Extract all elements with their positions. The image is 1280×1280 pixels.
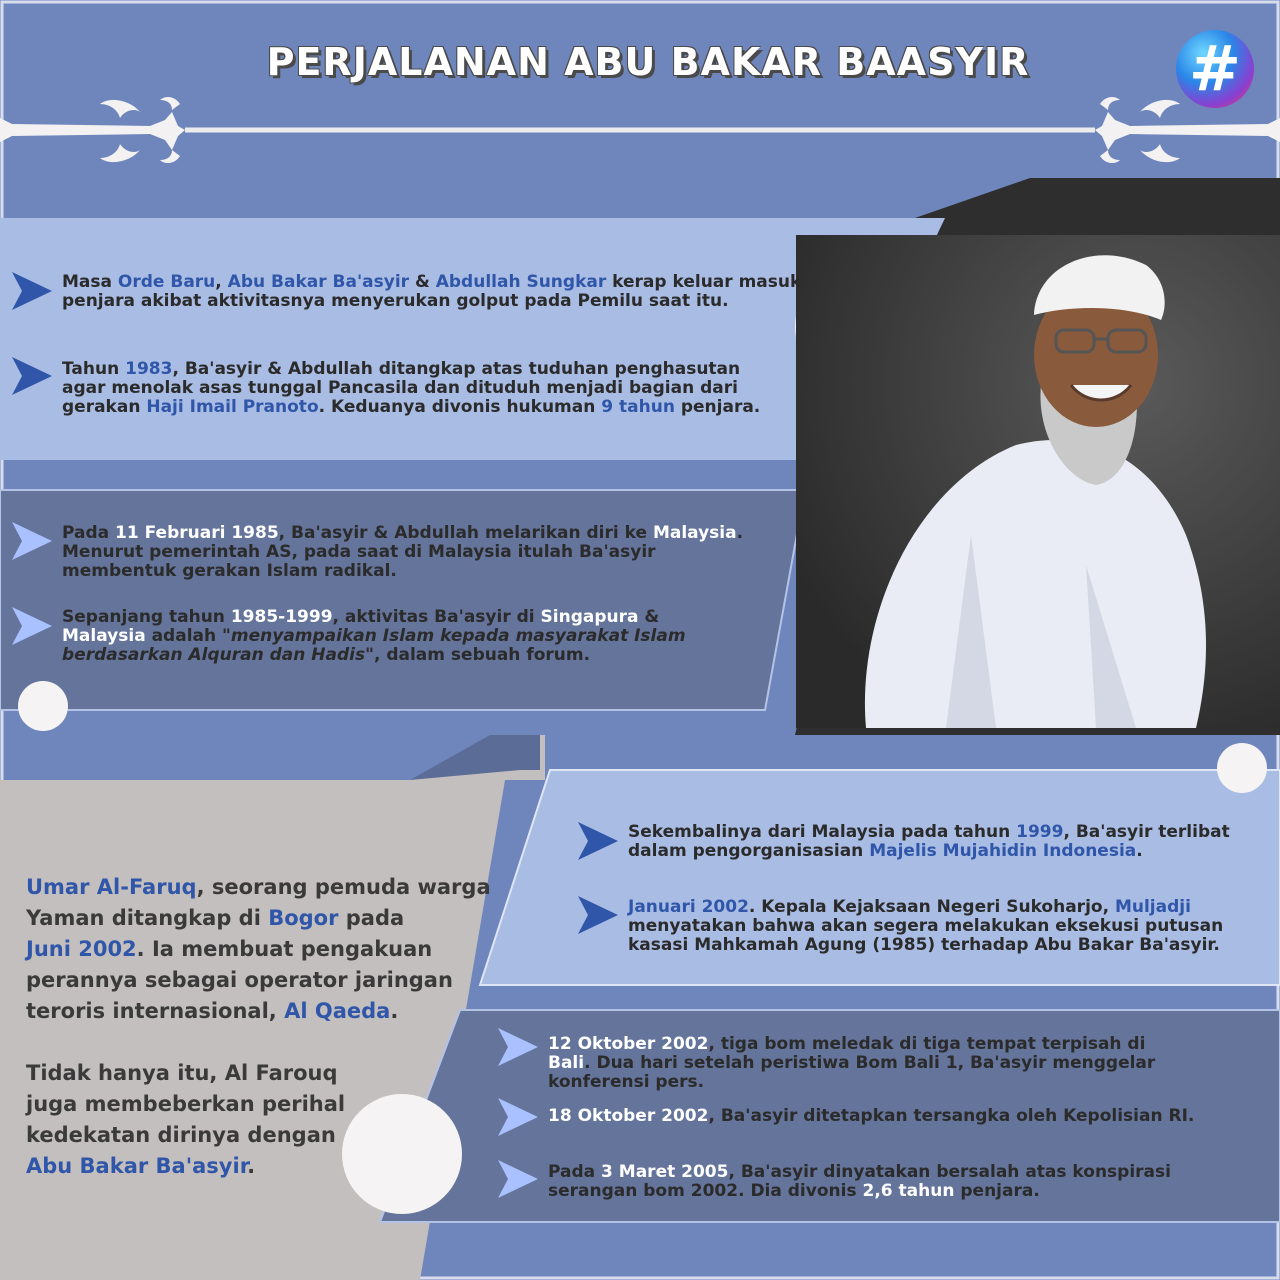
left-column-text bbox=[26, 872, 496, 1182]
circle-decor-2 bbox=[18, 681, 68, 731]
page-title: PERJALANAN ABU BAKAR BAASYIR bbox=[266, 40, 1030, 84]
section4-paragraph-3: Pada 3 Maret 2005, Ba'asyir dinyatakan bersalah atas konspirasi serangan bom 2002. Dia divonis 2,6 tahun penjara. bbox=[548, 1162, 1171, 1201]
circle-decor-3 bbox=[1217, 743, 1267, 793]
ornament-right bbox=[1095, 97, 1280, 163]
portrait-photo bbox=[796, 235, 1280, 728]
section4-paragraph-2: 18 Oktober 2002, Ba'asyir ditetapkan tersangka oleh Kepolisian RI. bbox=[548, 1106, 1195, 1126]
section1-paragraph-2: Tahun 1983, Ba'asyir & Abdullah ditangkap atas tuduhan penghasutan agar menolak asas tunggal Pancasila dan dituduh menjadi bagian dari gerakan Haji Imail Pranoto. Keduanya divonis hukuman 9 tahun penjara. bbox=[62, 359, 761, 417]
hashtag-logo-icon: # bbox=[1176, 30, 1254, 108]
section3-paragraph-2: Januari 2002. Kepala Kejaksaan Negeri Sukoharjo, Muljadji menyatakan bahwa akan segera melakukan eksekusi putusan kasasi Mahkamah Agung (1985) terhadap Abu Bakar Ba'asyir. bbox=[628, 897, 1224, 955]
section3-paragraph-1: Sekembalinya dari Malaysia pada tahun 1999, Ba'asyir terlibat dalam pengorganisasian Majelis Mujahidin Indonesia. bbox=[628, 822, 1230, 861]
left-paragraph-1: Umar Al-Faruq, seorang pemuda warga Yaman ditangkap di Bogor pada Juni 2002. Ia membuat pengakuan perannya sebagai operator jaringan teroris internasional, Al Qaeda. bbox=[26, 875, 491, 1023]
section1-paragraph-1: Masa Orde Baru, Abu Bakar Ba'asyir & Abdullah Sungkar kerap keluar masuk penjara akibat aktivitasnya menyerukan golput pada Pemilu saat itu. bbox=[62, 272, 802, 311]
section4-paragraph-1: 12 Oktober 2002, tiga bom meledak di tiga tempat terpisah di Bali. Dua hari setelah peristiwa Bom Bali 1, Ba'asyir menggelar konferensi pers. bbox=[548, 1034, 1156, 1092]
section2-paragraph-2: Sepanjang tahun 1985-1999, aktivitas Ba'asyir di Singapura & Malaysia adalah "menyampaikan Islam kepada masyarakat Islam berdasarkan Alquran dan Hadis", dalam sebuah forum. bbox=[62, 607, 686, 665]
left-paragraph-2: Tidak hanya itu, Al Farouq juga membeberkan perihal kedekatan dirinya dengan Abu Bakar Ba'asyir. bbox=[26, 1061, 346, 1178]
ornament-left bbox=[0, 97, 185, 163]
section2-paragraph-1: Pada 11 Februari 1985, Ba'asyir & Abdullah melarikan diri ke Malaysia. Menurut pemerintah AS, pada saat di Malaysia itulah Ba'asyir membentuk gerakan Islam radikal. bbox=[62, 523, 744, 581]
